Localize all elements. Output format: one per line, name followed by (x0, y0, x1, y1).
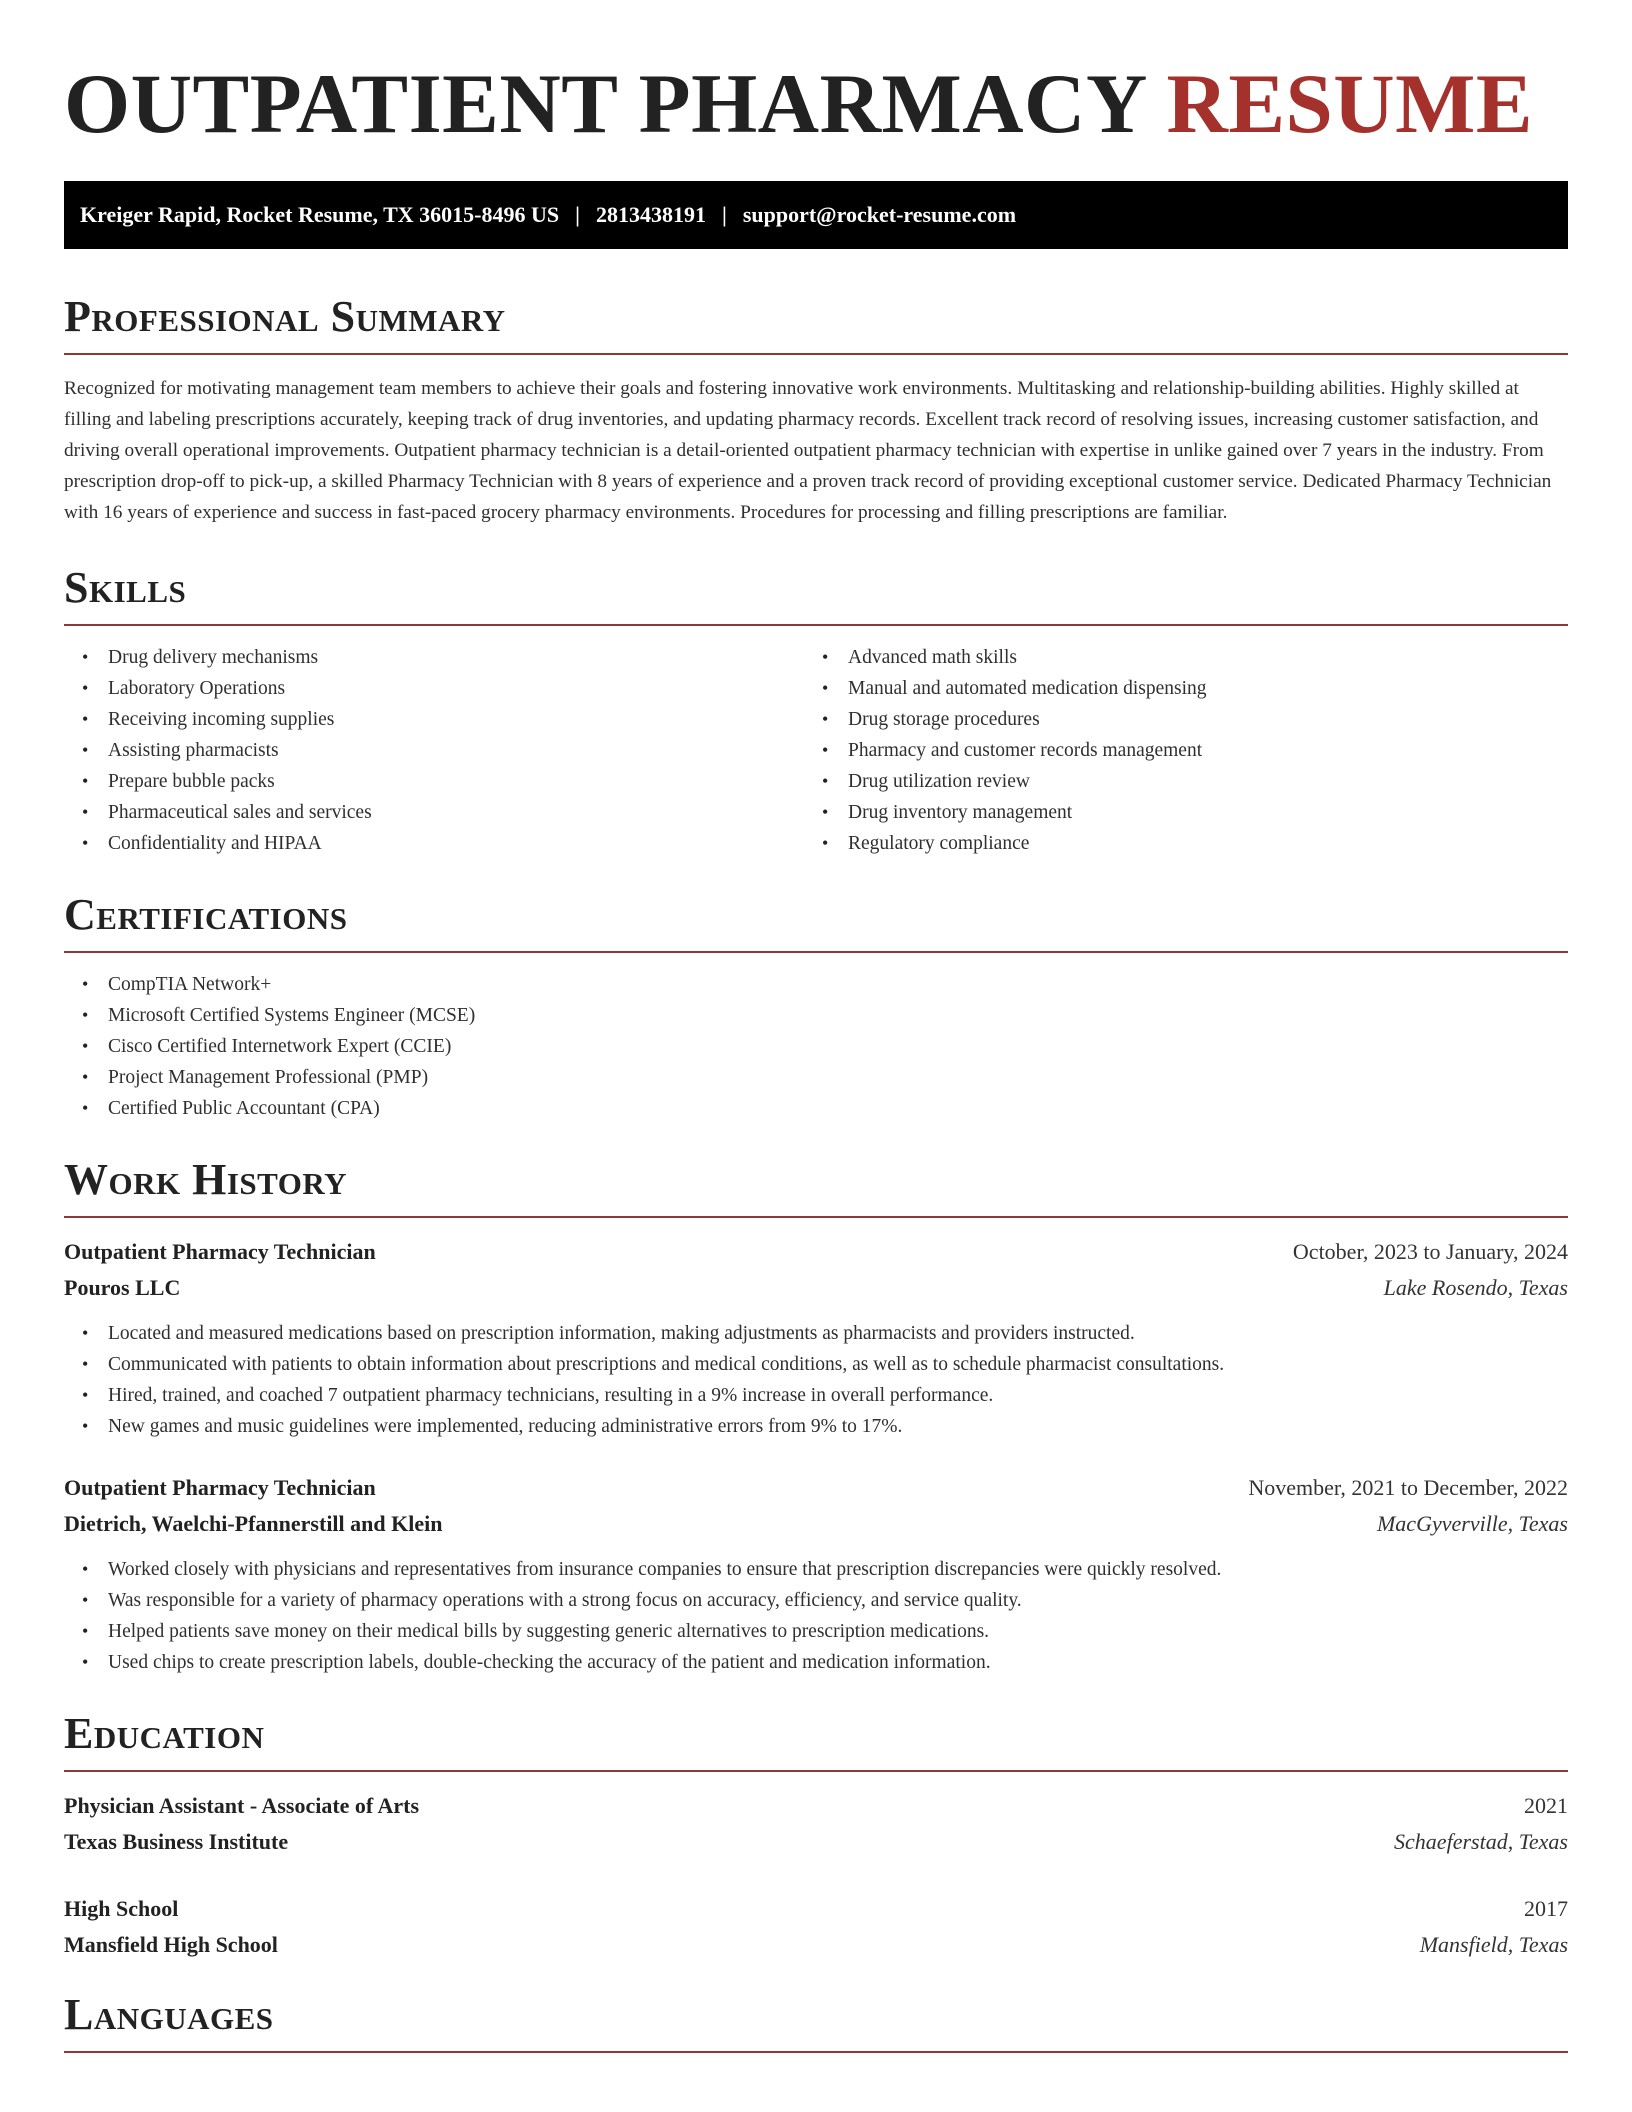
languages-section (64, 1990, 1568, 2053)
contact-email: support@rocket-resume.com (742, 202, 1017, 227)
contact-phone: 2813438191 (595, 202, 706, 227)
contact-separator: | (721, 202, 727, 227)
contact-separator: | (575, 202, 580, 227)
certifications-list (64, 969, 1568, 1124)
job-duty: • Worked closely with physicians and representatives from insurance companies to ensure that prescription discrepancies were quickly resolved. (108, 1554, 1568, 1585)
job-duty: • Hired, trained, and coached 7 outpatient pharmacy technicians, resulting in a 9% increase in overall performance. (108, 1380, 1568, 1411)
company-name: Pouros LLC (64, 1275, 181, 1300)
skill-item: • Manual and automated medication dispensing (848, 673, 1544, 704)
certifications-section (64, 890, 1568, 1124)
title-main: OUTPATIENT PHARMACY (64, 57, 1145, 151)
certification-item: • Cisco Certified Internetwork Expert (CCIE) (108, 1031, 1568, 1062)
education-entry-header (64, 1891, 1568, 1927)
school-name: Mansfield High School (64, 1932, 278, 1957)
section-divider (64, 2051, 1568, 2053)
education-entry-subheader (64, 1824, 1568, 1860)
education-entry-subheader (64, 1927, 1568, 1963)
degree-name: Physician Assistant - Associate of Arts (64, 1793, 420, 1818)
languages-heading: Languages (64, 1990, 274, 2039)
skills-grid (64, 626, 1568, 859)
skill-item: • Drug inventory management (848, 797, 1544, 828)
certification-item: • Project Management Professional (PMP) (108, 1062, 1568, 1093)
certification-item: • Certified Public Accountant (CPA) (108, 1093, 1568, 1124)
education-entry (64, 1891, 1568, 1963)
work-entry-header (64, 1234, 1568, 1270)
graduation-year: 2021 (1524, 1793, 1568, 1818)
degree-name: High School (64, 1896, 179, 1921)
skill-item: • Pharmaceutical sales and services (108, 797, 804, 828)
job-duty: • Helped patients save money on their medical bills by suggesting generic alternatives to prescription medications. (108, 1616, 1568, 1647)
skills-column-left (64, 626, 804, 859)
skill-item: • Assisting pharmacists (108, 735, 804, 766)
work-heading: Work History (64, 1155, 348, 1204)
education-entry-header (64, 1788, 1568, 1824)
certification-item: • Microsoft Certified Systems Engineer (MCSE) (108, 1000, 1568, 1031)
education-entry (64, 1788, 1568, 1860)
school-name: Texas Business Institute (64, 1829, 289, 1854)
job-duty: • Communicated with patients to obtain information about prescriptions and medical conditions, as well as to schedule pharmacist consultations. (108, 1349, 1568, 1380)
summary-text: Recognized for motivating management team members to achieve their goals and fostering innovative work environments. Multitasking and relationship-building abilities. Highly skilled at filling and labeling prescriptions accurately, keeping track of drug inventories, and updating pharmacy records. Excellent track record of resolving issues, increasing customer satisfaction, and driving overall operational improvements. Outpatient pharmacy technician is a detail-oriented outpatient pharmacy technician with expertise in unlike gained over 7 years in the industry. From prescription drop-off to pick-up, a skilled Pharmacy Technician with 8 years of experience and a proven track record of providing exceptional customer service. Dedicated Pharmacy Technician with 16 years of experience and success in fast-paced grocery pharmacy environments. Procedures for processing and filling prescriptions are familiar. (64, 378, 1552, 523)
skill-item: • Pharmacy and customer records management (848, 735, 1544, 766)
job-title: Outpatient Pharmacy Technician (64, 1239, 376, 1264)
certifications-heading: Certifications (64, 890, 348, 939)
work-entry (64, 1470, 1568, 1678)
skill-item: • Prepare bubble packs (108, 766, 804, 797)
job-location: Lake Rosendo, Texas (1383, 1275, 1568, 1300)
work-entry-subheader (64, 1506, 1568, 1542)
job-duty: • Located and measured medications based on prescription information, making adjustments as pharmacists and providers instructed. (108, 1318, 1568, 1349)
certification-item: • CompTIA Network+ (108, 969, 1568, 1000)
job-title: Outpatient Pharmacy Technician (64, 1475, 376, 1500)
contact-bar (64, 181, 1568, 249)
job-duty: • Used chips to create prescription labels, double-checking the accuracy of the patient and medication information. (108, 1647, 1568, 1678)
job-dates: November, 2021 to December, 2022 (1248, 1475, 1568, 1500)
work-section (64, 1155, 1568, 1678)
section-divider (64, 1770, 1568, 1772)
skill-item: • Advanced math skills (848, 642, 1544, 673)
job-duties-list (64, 1318, 1568, 1442)
job-duties-list (64, 1554, 1568, 1678)
company-name: Dietrich, Waelchi-Pfannerstill and Klein (64, 1511, 443, 1536)
skill-item: • Laboratory Operations (108, 673, 804, 704)
skill-item: • Regulatory compliance (848, 828, 1544, 859)
education-section (64, 1709, 1568, 1963)
skills-section (64, 563, 1568, 859)
section-divider (64, 353, 1568, 355)
skill-item: • Drug delivery mechanisms (108, 642, 804, 673)
school-location: Schaeferstad, Texas (1394, 1829, 1568, 1854)
skill-item: • Drug storage procedures (848, 704, 1544, 735)
title-accent: RESUME (1166, 57, 1534, 151)
work-entry-header (64, 1470, 1568, 1506)
summary-section (64, 292, 1568, 528)
skill-item: • Drug utilization review (848, 766, 1544, 797)
education-heading: Education (64, 1709, 265, 1758)
job-duty: • Was responsible for a variety of pharmacy operations with a strong focus on accuracy, efficiency, and service quality. (108, 1585, 1568, 1616)
skill-item: • Confidentiality and HIPAA (108, 828, 804, 859)
work-entry-subheader (64, 1270, 1568, 1306)
school-location: Mansfield, Texas (1419, 1932, 1568, 1957)
summary-heading: Professional Summary (64, 292, 506, 341)
skills-list-left (64, 642, 804, 859)
job-dates: October, 2023 to January, 2024 (1292, 1239, 1568, 1264)
work-entry (64, 1234, 1568, 1442)
graduation-year: 2017 (1524, 1896, 1568, 1921)
skill-item: • Receiving incoming supplies (108, 704, 804, 735)
resume-title (64, 52, 1568, 151)
job-duty: • New games and music guidelines were implemented, reducing administrative errors from 9% to 17%. (108, 1411, 1568, 1442)
job-location: MacGyverville, Texas (1376, 1511, 1568, 1536)
contact-address: Kreiger Rapid, Rocket Resume, TX 36015-8496 US (80, 202, 560, 227)
skills-column-right (804, 626, 1544, 859)
skills-heading: Skills (64, 563, 187, 612)
section-divider (64, 1216, 1568, 1218)
skills-list-right (804, 642, 1544, 859)
section-divider (64, 951, 1568, 953)
